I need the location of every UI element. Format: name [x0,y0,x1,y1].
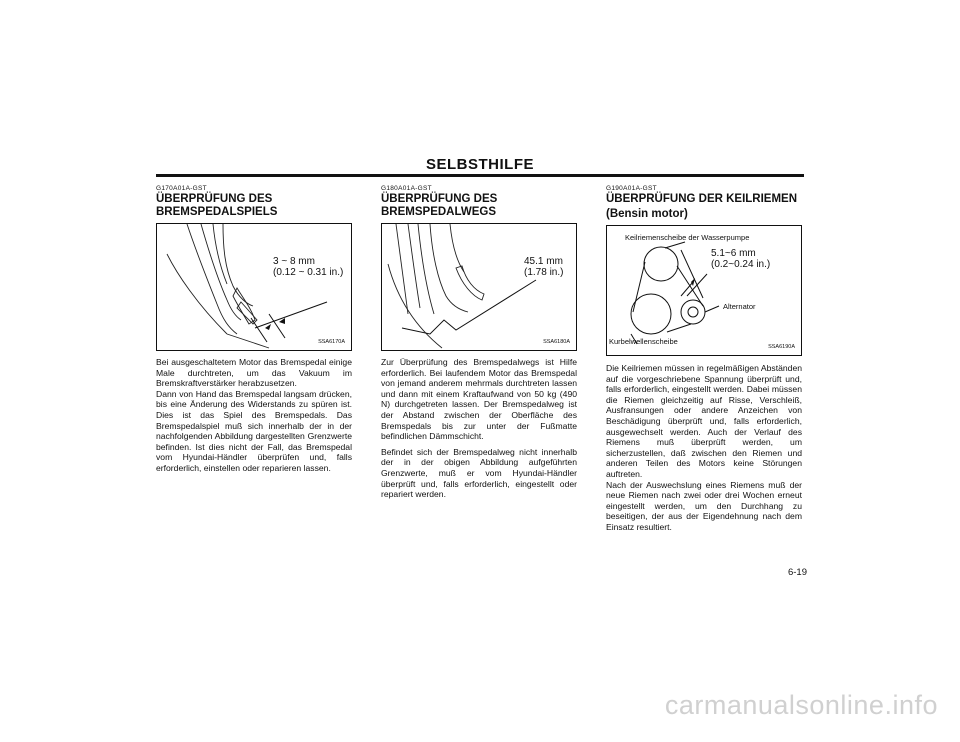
figure-code: SSA6180A [543,339,570,345]
section-v-belts [606,185,802,533]
crankshaft-pulley-label: Kurbelwellenscheibe [609,337,678,346]
measurement-line1: 3 ~ 8 mm [273,256,315,267]
alternator-label: Alternator [723,302,756,311]
body-paragraph: Die Keilriemen müssen in regelmäßigen Abständen auf die vorgeschriebene Spannung überprüft und, falls erforderlich, eingestellt werden. Dabei müssen die Riemen gleichzeitig auf Risse, Verschleiß, Ausfransungen oder andere Anzeichen von Beschädigung überprüft und, falls erforderlich, ausgewechselt werden. Auch der Verlauf des Riemens muß überprüft werden, um sicherzustellen, daß zwischen den Riemen und anderen Teilen des Motors keine Störungen auftreten. [606,363,802,479]
body-paragraph: Befindet sich der Bremspedalweg nicht innerhalb der in der obigen Abbildung aufgeführten Grenzwerte, muß er vom Hyundai-Händler überprüft und, falls erforderlich, eingestellt oder repariert werden. [381,446,577,500]
brake-pedal-play-figure [156,223,352,351]
section-body [381,357,577,500]
measurement-line2: (1.78 in.) [524,267,564,278]
section-title [156,193,352,219]
watermark: carmanualsonline.info [664,690,938,720]
section-brake-pedal-travel [381,185,577,500]
section-body [156,357,352,474]
brake-pedal-travel-figure [381,223,577,351]
brake-pedal-illustration [157,224,351,350]
measurement-line2: (0.12 ~ 0.31 in.) [273,267,344,278]
section-title [606,193,802,221]
section-code: G170A01A-GST [156,185,207,192]
section-code: G190A01A-GST [606,185,657,192]
measurement-label [524,256,563,278]
section-title-line1: ÜBERPRÜFUNG DER KEILRIEMEN [606,193,798,205]
section-brake-pedal-play [156,185,352,474]
section-title-line1: ÜBERPRÜFUNG DES [156,193,273,205]
measurement-line1: 45.1 mm [524,256,563,267]
measurement-line2: (0.2~0.24 in.) [711,259,771,270]
body-paragraph: Zur Überprüfung des Bremspedalwegs ist Hilfe erforderlich. Bei laufendem Motor das Bremspedal von jemand anderem mehrmals durchtreten lassen und dann mit einem Kraftaufwand von 50 kg (490 N) durchgetreten lassen. Der Bremspedalweg ist der Abstand zwischen der Oberfläche des Bremspedals bis zur unter der Fußmatte befindlichen Dämmschicht. [381,357,577,442]
section-title-line1: ÜBERPRÜFUNG DES [381,193,498,205]
figure-code: SSA6190A [768,344,795,350]
header-rule [156,174,804,177]
section-title-line2: BREMSPEDALWEGS [381,206,497,218]
v-belt-figure [606,225,802,356]
body-paragraph: Dann von Hand das Bremspedal langsam drücken, bis eine Änderung des Widerstands zu spüren ist. Dies ist das Spiel des Bremspedals. Das Bremspedalspiel muß sich innerhalb der in der nachfolgenden Abbildung dargestellten Grenzwerte befinden. Ist dies nicht der Fall, das Bremspedal vom Hyundai-Händler überprüfen und, falls erforderlich, einstellen oder reparieren lassen. [156,388,352,473]
section-title-line2: (Bensin motor) [606,208,688,220]
body-paragraph: Bei ausgeschaltetem Motor das Bremspedal einige Male durchtreten, um das Vakuum im Bremskraftverstärker herabzusetzen. [156,357,352,389]
section-title-line2: BREMSPEDALSPIELS [156,206,278,218]
page-header: SELBSTHILFE [425,156,534,173]
measurement-label [711,248,770,270]
measurement-line1: 5.1~6 mm [711,248,756,259]
measurement-label [273,256,343,278]
body-paragraph: Nach der Auswechslung eines Riemens muß der neue Riemen nach zwei oder drei Wochen erneut eingestellt werden, um den Durchhang zu beseitigen, der aus der Eigendehnung nach dem Einsatz resultiert. [606,479,802,532]
section-title [381,193,577,219]
figure-code: SSA6170A [318,339,345,345]
section-body [606,363,802,533]
brake-pedal-travel-illustration [382,224,576,350]
belt-illustration [607,226,801,355]
page-number: 6-19 [787,567,807,578]
section-code: G180A01A-GST [381,185,432,192]
water-pump-pulley-label: Keilriemenscheibe der Wasserpumpe [625,233,750,242]
